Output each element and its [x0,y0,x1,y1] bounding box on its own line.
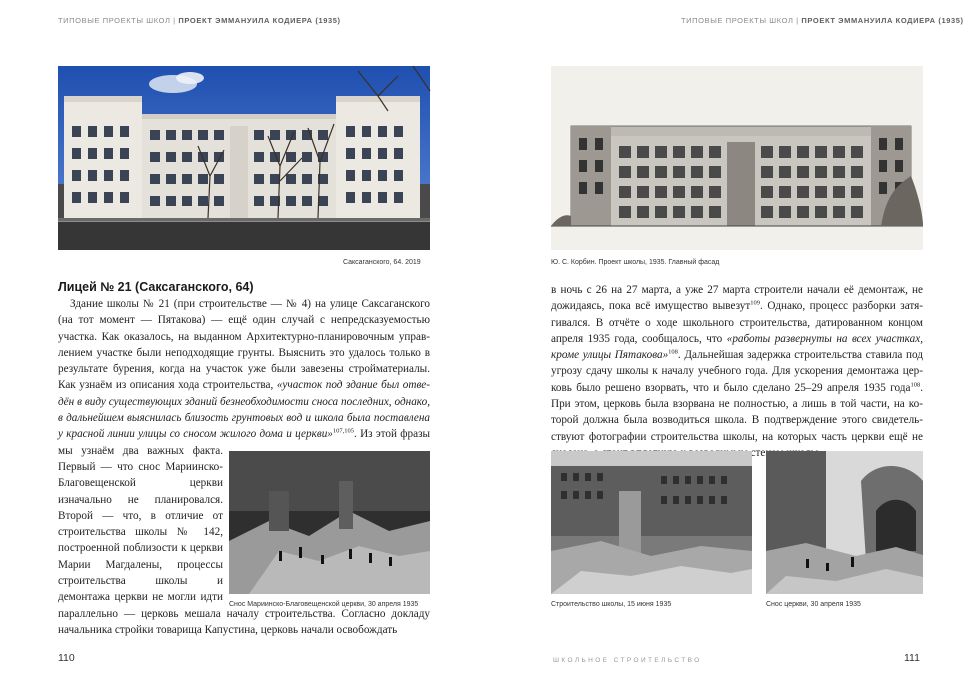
running-footer: ШКОЛЬНОЕ СТРОИТЕЛЬСТВО [553,657,702,664]
page-number-right: 111 [904,652,920,664]
footnote-ref: 107,105 [332,427,355,435]
footnote-ref: 108 [668,348,678,356]
archive-quote: «работы развернуты на всех участках, кроме улицы Пятакова» [551,332,923,362]
right-page [483,0,966,677]
archive-quote: «участок под здание был отведён в виду существующих зданий безнеобходимости сноса последних, однако, в дальнейшем выяснилась близость грунтовых вод и школа была поставлена у красной линии улицы со сносом жилого дома и церкви» [58,379,431,441]
text-run: . Дальнейшая задержка строительства ставила под угрозу сдачу школы к началу учебного года. Для ускорения демонтажа церковь было решено взорвать, что и было сделано 25–29 апреля 1935 года [551,349,923,394]
church-ruins-photo [766,451,923,594]
text-run: в ночь с 26 на 27 марта, а уже 27 марта строители начали её демонтаж, не дожидаясь, пока всё имущество вывезут [551,284,923,313]
school-photo [58,66,430,250]
running-header-right [681,16,964,25]
church-demolition-image [229,451,430,594]
facade-drawing-caption: Ю. С. Корбин. Проект школы, 1935. Главный фасад [551,259,720,266]
school-photo-image [58,66,430,250]
school-photo-caption: Саксаганского, 64. 2019 [343,259,421,266]
header-series: ТИПОВЫЕ ПРОЕКТЫ ШКОЛ [58,16,171,25]
running-header-left [58,16,341,25]
footnote-ref: 108 [910,381,921,389]
church-demolition-photo [229,451,430,594]
church-ruins-caption: Снос церкви, 30 апреля 1935 [766,601,861,608]
facade-drawing [551,66,923,250]
header-topic: ПРОЕКТ ЭММАНУИЛА КОДИЕРА (1935) [801,16,964,25]
header-separator: | [793,16,802,25]
text-run: . Однако, процесс разборки затягивался. В отчёте о ходе школьного строительства, датированном концом апреля 1935 года, сообщалось, что [551,300,923,345]
text-run: . Из этой фразы мы узнаём два важных факта. Первый — что снос Мариинско-Благовещенской церкви изначально не планировался. Второй — что, в отличие от строительства школы № 142, построенной поблизости к церкви Марии Магдалены, процессы строительства школы и демонтажа церкви не могли идти параллельно — церковь мешала началу строительства. Согласно докладу начальника стройки товарища Капустина, церковь начали освобождать [58,428,430,636]
right-paragraph-1 [551,282,923,461]
footnote-ref: 109 [750,299,761,307]
facade-drawing-image [551,66,923,250]
construction-image [551,451,752,594]
section-heading: Лицей № 21 (Саксаганского, 64) [58,280,254,294]
construction-caption: Строительство школы, 15 июня 1935 [551,601,672,608]
church-ruins-image [766,451,923,594]
header-separator: | [170,16,179,25]
page-number-left: 110 [58,652,75,664]
header-series: ТИПОВЫЕ ПРОЕКТЫ ШКОЛ [681,16,794,25]
construction-photo [551,451,752,594]
text-run: . При этом, церковь была взорвана не полностью, а лишь в той части, на которой должна была возводиться школа. В подтверждение этого свидетельствуют фотографии строительства школы, на которых часть церкви ещё не [551,381,923,443]
church-demolition-caption: Снос Мариинско-Благовещенской церкви, 30 апреля 1935 [229,601,419,608]
header-topic: ПРОЕКТ ЭММАНУИЛА КОДИЕРА (1935) [178,16,341,25]
text-run: Здание школы № 21 (при строительстве — № 4) на улице Саксаганского (на тот момент — Пятакова) — ещё один случай с непредсказуемостью участка. Как оказалось, на выданном Архитектурно-планировочным управлением участке были неподходящие грунты. Выяснить это удалось только в результате бурения, когда на участок уже были завезены стройматериалы. Как узнаём из описания хода строительства, [58,298,430,392]
right-body-text [551,282,923,447]
